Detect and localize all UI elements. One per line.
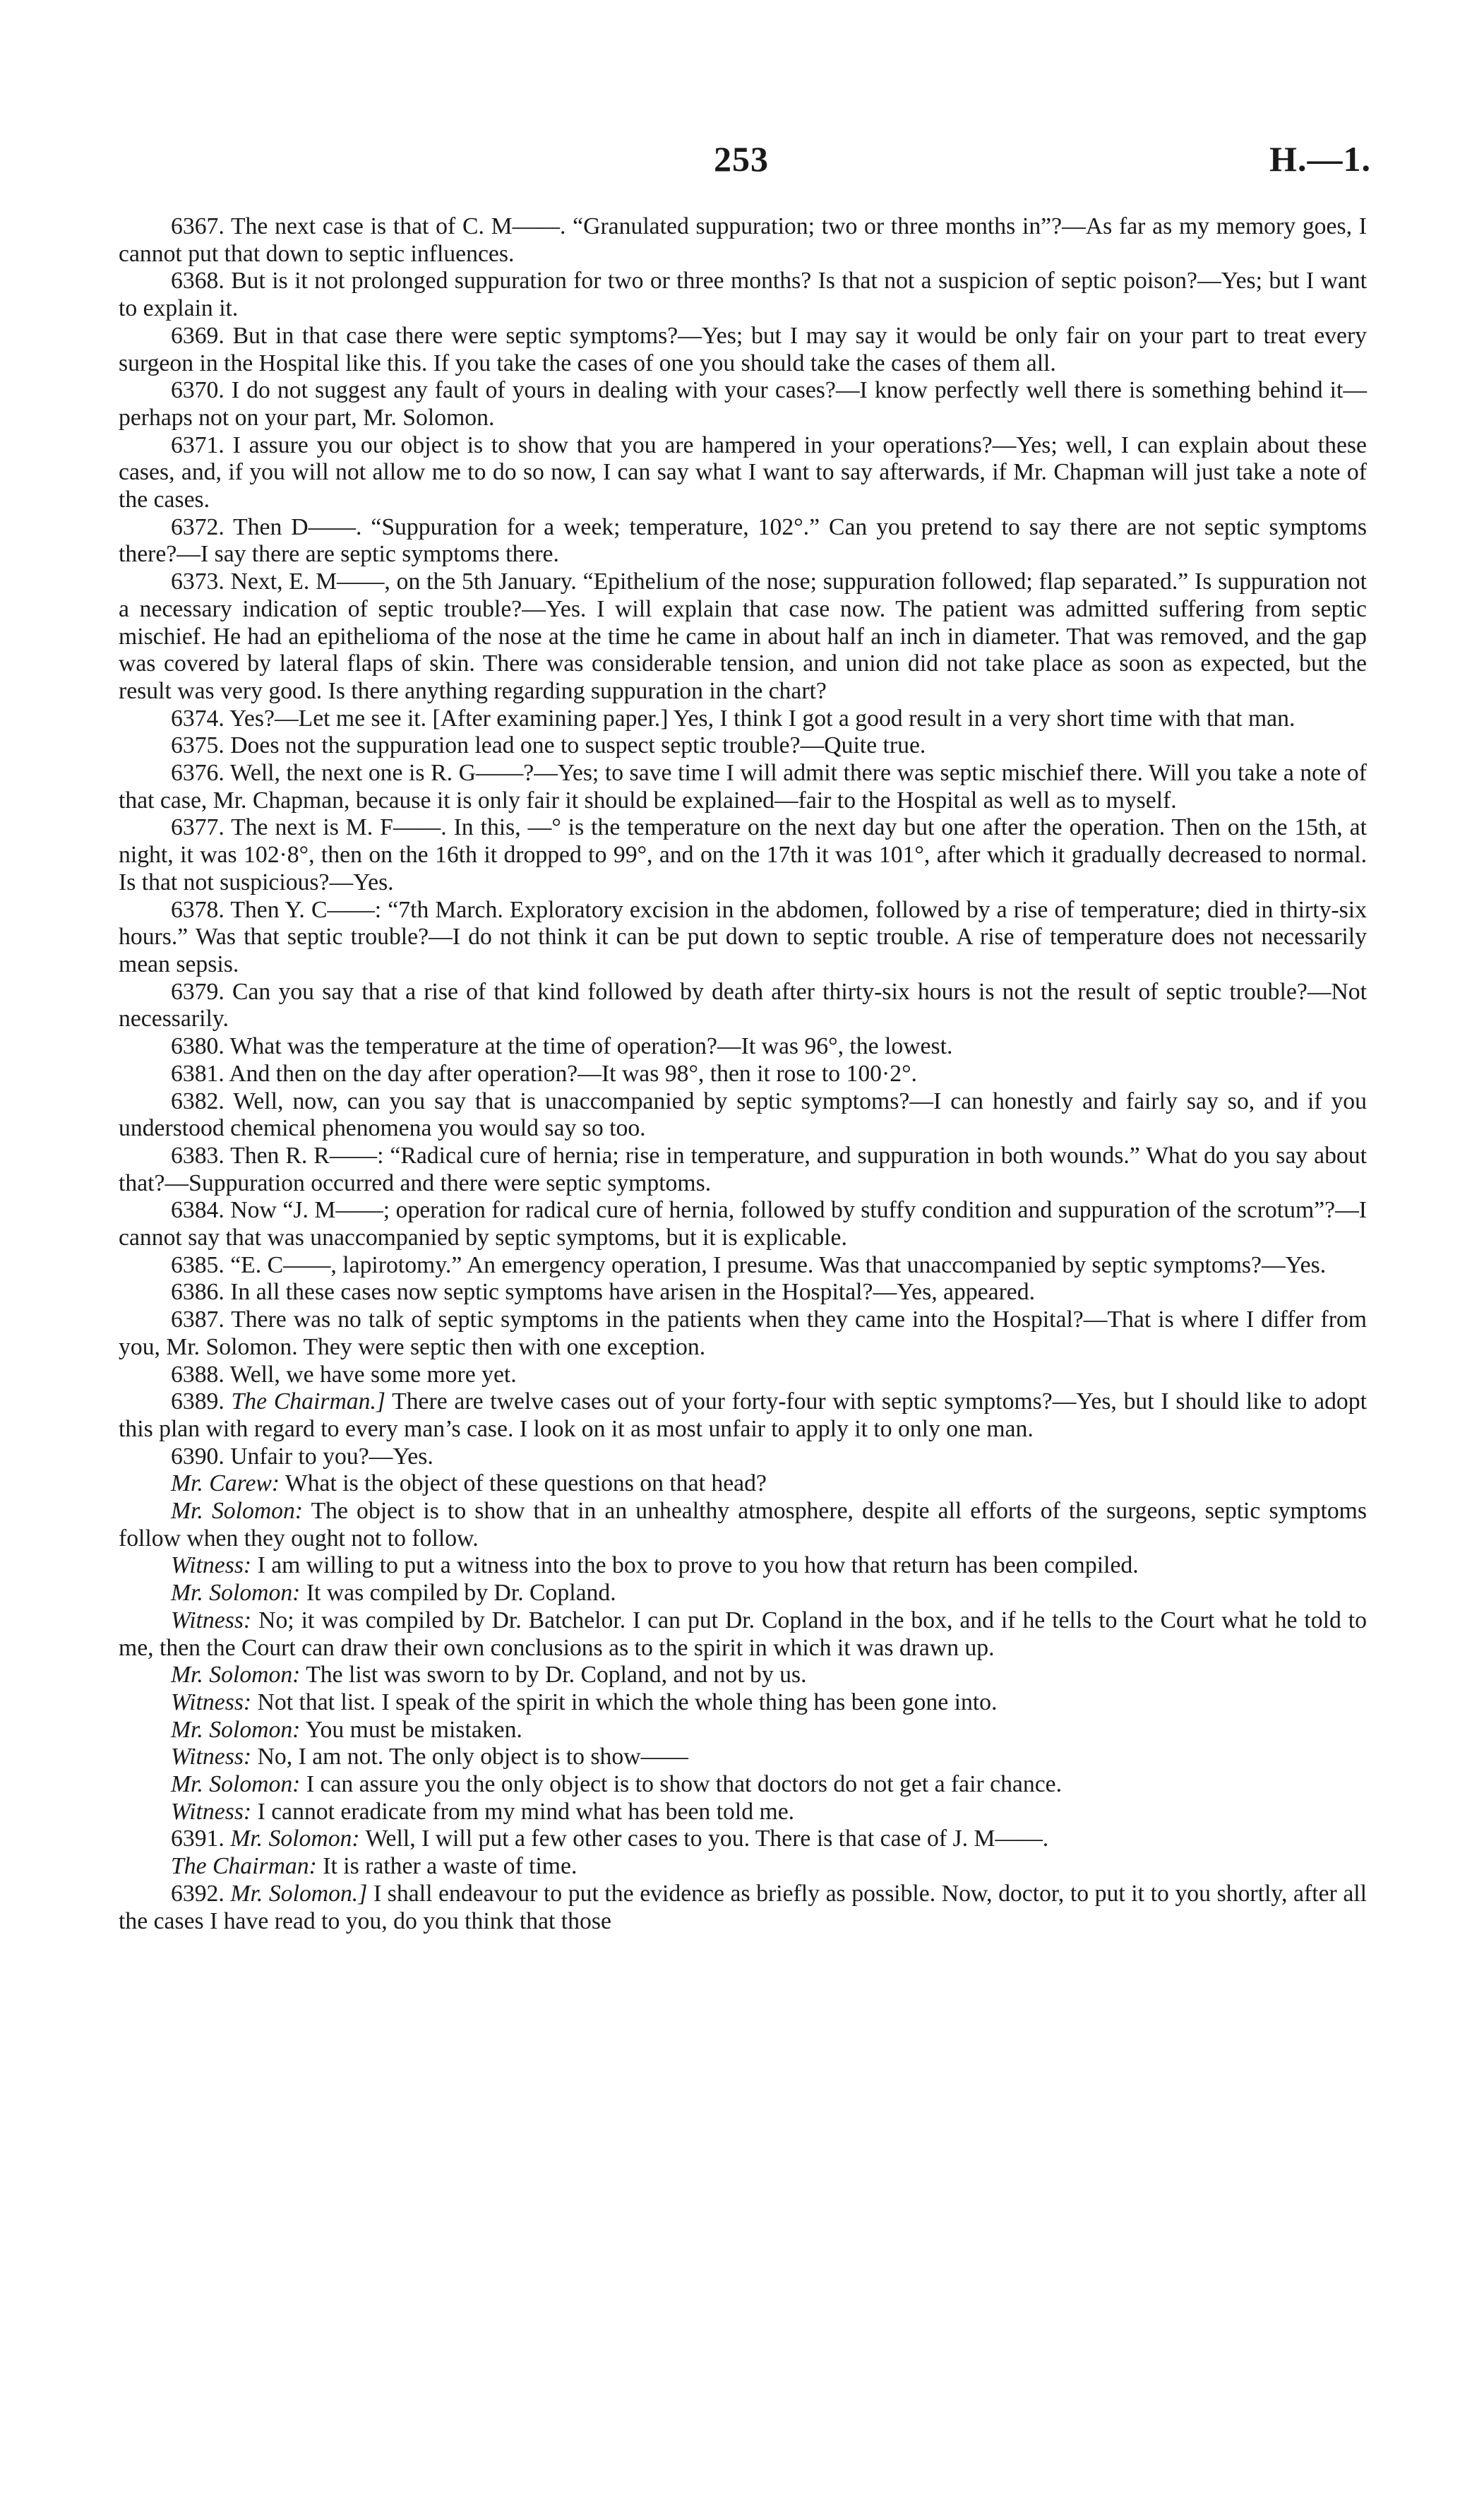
paragraph-text: “E. C——, lapirotomy.” An emergency operation, I presume. Was that unaccompanied by septic symptoms?—Yes. <box>230 1251 1327 1278</box>
question-number: 6373. <box>171 568 225 595</box>
question-number: 6382. <box>171 1088 225 1114</box>
paragraph-text: Yes?—Let me see it. [After examining paper.] Yes, I think I got a good result in a very short time with that man. <box>229 705 1295 732</box>
speaker-name: Mr. Carew: <box>171 1470 280 1497</box>
paragraph-text: In all these cases now septic symptoms have arisen in the Hospital?—Yes, appeared. <box>230 1279 1036 1306</box>
paragraph-text: The object is to show that in an unhealthy atmosphere, despite all efforts of the surgeons, septic symptoms follow when they ought not to follow. <box>119 1498 1367 1552</box>
question-number: 6375. <box>171 732 225 759</box>
speaker-name: Mr. Solomon: <box>171 1771 301 1798</box>
paragraph-text: Does not the suppuration lead one to suspect septic trouble?—Quite true. <box>230 732 926 759</box>
paragraph-text: The next is M. F——. In this, —° is the temperature on the next day but one after the operation. Then on the 15th, at night, it was 102·8°, then on the 16th it dropped to 99°, and on the 17th it was 101°, after which it gradually decreased to normal. Is that not suspicious?—Yes. <box>119 814 1367 895</box>
testimony-paragraph <box>119 268 1367 322</box>
paragraph-text: What is the object of these questions on that head? <box>285 1470 767 1497</box>
question-number: 6370. <box>171 377 225 404</box>
testimony-paragraph <box>119 897 1367 979</box>
testimony-paragraph <box>119 1279 1367 1306</box>
testimony-paragraph <box>119 1826 1367 1853</box>
speaker-name: Witness: <box>171 1607 252 1633</box>
question-number: 6388. <box>171 1361 225 1388</box>
paragraph-text: I cannot eradicate from my mind what has been told me. <box>257 1798 795 1825</box>
testimony-paragraph <box>119 1771 1367 1799</box>
paragraph-text: There was no talk of septic symptoms in the patients when they came into the Hospital?—That is where I differ from you, Mr. Solomon. They were septic then with one exception. <box>119 1306 1367 1360</box>
paragraph-text: Well, the next one is R. G——?—Yes; to save time I will admit there was septic mischief there. Will you take a note of that case, Mr. Chapman, because it is only fair it should be explained—fair to the Hospital as well as to myself. <box>119 760 1367 814</box>
paragraph-text: It is rather a waste of time. <box>323 1853 578 1880</box>
testimony-paragraph <box>119 814 1367 896</box>
testimony-paragraph <box>119 1088 1367 1143</box>
body-text <box>119 213 1367 1935</box>
testimony-paragraph <box>119 732 1367 760</box>
testimony-paragraph <box>119 432 1367 514</box>
document-code: H.—1. <box>1269 139 1371 179</box>
testimony-paragraph <box>119 1552 1367 1580</box>
paragraph-text: Then Y. C——: “7th March. Exploratory excision in the abdomen, followed by a rise of temperature; died in thirty-six hours.” Was that septic trouble?—I do not think it can be put down to septic trouble. A rise of temperature does not necessarily mean sepsis. <box>119 896 1367 977</box>
testimony-paragraph <box>119 1470 1367 1498</box>
speaker-name: Mr. Solomon: <box>171 1716 301 1743</box>
question-number: 6368. <box>171 268 225 294</box>
testimony-paragraph <box>119 1799 1367 1826</box>
paragraph-text: Well, I will put a few other cases to you. There is that case of J. M——. <box>365 1826 1049 1852</box>
paragraph-text: What was the temperature at the time of operation?—It was 96°, the lowest. <box>229 1033 953 1060</box>
question-number: 6372. <box>171 513 225 540</box>
testimony-paragraph <box>119 1689 1367 1717</box>
paragraph-text: Not that list. I speak of the spirit in which the whole thing has been gone into. <box>257 1689 998 1715</box>
testimony-paragraph <box>119 979 1367 1033</box>
testimony-paragraph <box>119 1252 1367 1280</box>
speaker-name: The Chairman.] <box>231 1388 385 1415</box>
paragraph-text: I assure you our object is to show that you are hampered in your operations?—Yes; well, I can explain about these cases, and, if you will not allow me to do so now, I can say what I want to say afterwards, if Mr. Chapman will just take a note of the cases. <box>119 431 1367 513</box>
question-number: 6379. <box>171 978 225 1005</box>
question-number: 6390. <box>171 1443 225 1470</box>
speaker-name: Mr. Solomon: <box>171 1580 301 1607</box>
question-number: 6389. <box>171 1388 225 1415</box>
testimony-paragraph <box>119 1662 1367 1689</box>
paragraph-text: The next case is that of C. M——. “Granulated suppuration; two or three months in”?—As far as my memory goes, I cannot put that down to septic influences. <box>119 213 1367 267</box>
paragraph-text: Well, now, can you say that is unaccompanied by septic symptoms?—I can honestly and fairly say so, and if you understood chemical phenomena you would say so too. <box>119 1088 1367 1142</box>
testimony-paragraph <box>119 568 1367 705</box>
speaker-name: Witness: <box>171 1744 252 1770</box>
speaker-name: Mr. Solomon: <box>171 1498 304 1525</box>
paragraph-text: Then R. R——: “Radical cure of hernia; rise in temperature, and suppuration in both wounds.” What do you say about that?—Suppuration occurred and there were septic symptoms. <box>119 1142 1367 1196</box>
testimony-paragraph <box>119 1881 1367 1935</box>
question-number: 6376. <box>171 760 225 787</box>
testimony-paragraph <box>119 1388 1367 1443</box>
testimony-paragraph <box>119 760 1367 814</box>
speaker-name: Mr. Solomon.] <box>230 1880 368 1907</box>
testimony-paragraph <box>119 1362 1367 1389</box>
testimony-paragraph <box>119 1853 1367 1881</box>
paragraph-text: No; it was compiled by Dr. Batchelor. I can put Dr. Copland in the box, and if he tells to the Court what he told to me, then the Court can draw their own conclusions as to the spirit in which it was drawn up. <box>119 1607 1367 1661</box>
testimony-paragraph <box>119 1607 1367 1662</box>
question-number: 6381. <box>171 1060 225 1087</box>
question-number: 6371. <box>171 431 225 458</box>
testimony-paragraph <box>119 1306 1367 1361</box>
testimony-paragraph <box>119 1033 1367 1061</box>
question-number: 6386. <box>171 1279 225 1306</box>
question-number: 6377. <box>171 814 225 841</box>
testimony-paragraph <box>119 377 1367 431</box>
paragraph-text: Now “J. M——; operation for radical cure of hernia, followed by stuffy condition and suppuration of the scrotum”?—I cannot say that was unaccompanied by septic symptoms, but it is explicable. <box>119 1197 1367 1251</box>
question-number: 6378. <box>171 896 225 923</box>
testimony-paragraph <box>119 1443 1367 1471</box>
speaker-name: Witness: <box>171 1798 252 1825</box>
paragraph-text: I can assure you the only object is to show that doctors do not get a fair chance. <box>306 1771 1063 1798</box>
testimony-paragraph <box>119 705 1367 733</box>
paragraph-text: And then on the day after operation?—It was 98°, then it rose to 100·2°. <box>229 1060 917 1087</box>
page-number: 253 <box>714 139 769 179</box>
paragraph-text: You must be mistaken. <box>305 1716 522 1743</box>
question-number: 6392. <box>171 1880 225 1907</box>
paragraph-text: Well, we have some more yet. <box>229 1361 517 1388</box>
testimony-paragraph <box>119 1580 1367 1607</box>
paragraph-text: But in that case there were septic symptoms?—Yes; but I may say it would be only fair on your part to treat every surgeon in the Hospital like this. If you take the cases of one you should take the cases of them all. <box>119 322 1368 376</box>
testimony-paragraph <box>119 323 1367 377</box>
speaker-name: Witness: <box>171 1689 252 1715</box>
paragraph-text: I do not suggest any fault of yours in dealing with your cases?—I know perfectly well there is something behind it—perhaps not on your part, Mr. Solomon. <box>119 377 1368 431</box>
paragraph-text: Can you say that a rise of that kind followed by death after thirty-six hours is not the result of septic trouble?—Not necessarily. <box>119 978 1368 1032</box>
testimony-paragraph <box>119 1744 1367 1771</box>
paragraph-text: The list was sworn to by Dr. Copland, and not by us. <box>306 1662 807 1689</box>
question-number: 6391. <box>171 1826 225 1852</box>
paragraph-text: Unfair to you?—Yes. <box>230 1443 433 1470</box>
question-number: 6385. <box>171 1251 225 1278</box>
question-number: 6374. <box>171 705 225 732</box>
speaker-name: Mr. Solomon: <box>230 1826 360 1852</box>
testimony-paragraph <box>119 1143 1367 1197</box>
paragraph-text: It was compiled by Dr. Copland. <box>306 1580 616 1607</box>
testimony-paragraph <box>119 1197 1367 1251</box>
paragraph-text: Next, E. M——, on the 5th January. “Epithelium of the nose; suppuration followed; flap separated.” Is suppuration not a necessary indication of septic trouble?—Yes. I will explain that case now. The patient was admitted suffering from septic mischief. He had an epithelioma of the nose at the time he came in about half an inch in diameter. That was removed, and the gap was covered by lateral flaps of skin. There was considerable tension, and union did not take place as soon as expected, but the result was very good. Is there anything regarding suppuration in the chart? <box>119 568 1368 704</box>
speaker-name: Witness: <box>171 1552 252 1579</box>
question-number: 6384. <box>171 1197 225 1224</box>
question-number: 6380. <box>171 1033 225 1060</box>
paragraph-text: There are twelve cases out of your forty-four with septic symptoms?—Yes, but I should like to adopt this plan with regard to every man’s case. I look on it as most unfair to apply it to only one man. <box>119 1388 1367 1442</box>
question-number: 6369. <box>171 322 225 349</box>
speaker-name: The Chairman: <box>171 1853 317 1880</box>
speaker-name: Mr. Solomon: <box>171 1662 301 1689</box>
paragraph-text: I shall endeavour to put the evidence as briefly as possible. Now, doctor, to put it to you shortly, after all the cases I have read to you, do you think that those <box>119 1880 1368 1934</box>
testimony-paragraph <box>119 213 1367 268</box>
question-number: 6367. <box>171 213 225 239</box>
testimony-paragraph <box>119 1061 1367 1088</box>
paragraph-text: But is it not prolonged suppuration for two or three months? Is that not a suspicion of septic poison?—Yes; but I want to explain it. <box>119 268 1367 322</box>
paragraph-text: I am willing to put a witness into the box to prove to you how that return has been compiled. <box>257 1552 1139 1579</box>
question-number: 6387. <box>171 1306 225 1333</box>
testimony-paragraph <box>119 1498 1367 1552</box>
paragraph-text: Then D——. “Suppuration for a week; temperature, 102°.” Can you pretend to say there are not septic symptoms there?—I say there are septic symptoms there. <box>119 513 1367 568</box>
testimony-paragraph <box>119 1717 1367 1744</box>
question-number: 6383. <box>171 1142 225 1169</box>
paragraph-text: No, I am not. The only object is to show—— <box>257 1744 688 1770</box>
testimony-paragraph <box>119 514 1367 568</box>
